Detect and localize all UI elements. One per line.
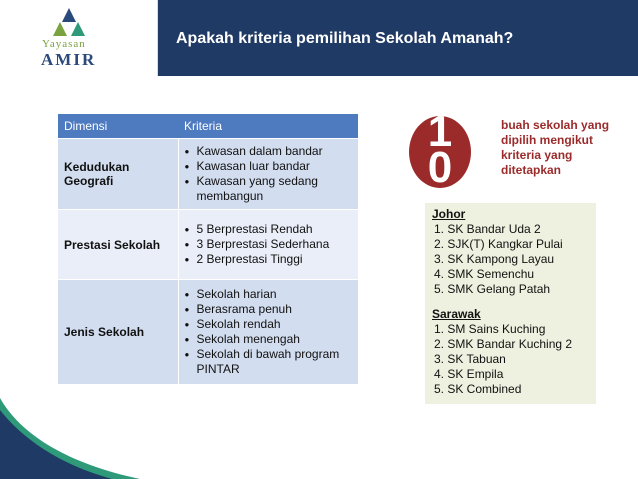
criteria-list <box>185 144 353 204</box>
count-circle <box>409 116 471 188</box>
logo-text-small: Yayasan <box>42 38 86 50</box>
criteria-item: ● Kawasan luar bandar <box>185 159 353 174</box>
criteria-item: ● Sekolah di bawah program PINTAR <box>185 347 353 377</box>
list-item: 2. SMK Bandar Kuching 2 <box>434 337 573 351</box>
criteria-item: ● Kawasan dalam bandar <box>185 144 353 159</box>
criteria-item: ● Kawasan yang sedang membangun <box>185 174 353 204</box>
dimension-cell: Prestasi Sekolah <box>58 210 178 280</box>
callout-text: buah sekolah yang dipilih mengikut kriteria yang ditetapkan <box>501 118 610 177</box>
state-heading-sarawak: Sarawak <box>432 307 481 321</box>
state-heading-johor: Johor <box>432 207 466 221</box>
list-item: 3. SK Tabuan <box>434 352 506 366</box>
criteria-item: ● Berasrama penuh <box>185 302 353 317</box>
list-item: 4. SK Empila <box>434 367 504 381</box>
criteria-item: ● Sekolah rendah <box>185 317 353 332</box>
criteria-item: ● 5 Berprestasi Rendah <box>185 222 353 237</box>
table-header-dimensi: Dimensi <box>58 114 178 139</box>
page-title: Apakah kriteria pemilihan Sekolah Amanah? <box>176 30 514 47</box>
criteria-cell <box>178 280 358 384</box>
list-item: 4. SMK Semenchu <box>434 267 535 281</box>
table-header-kriteria: Kriteria <box>178 114 358 139</box>
logo-text-large: AMIR <box>41 50 97 69</box>
criteria-list <box>185 287 353 377</box>
list-item: 5. SK Combined <box>434 382 522 396</box>
criteria-table <box>58 114 358 384</box>
criteria-cell <box>178 139 358 210</box>
table-row <box>58 139 358 210</box>
decorative-swoosh <box>0 380 140 479</box>
dimension-cell: Kedudukan Geografi <box>58 139 178 210</box>
school-count: 1 0 <box>427 116 453 188</box>
list-item: 1. SM Sains Kuching <box>434 322 546 336</box>
criteria-cell <box>178 210 358 280</box>
table-row <box>58 280 358 384</box>
list-item: 2. SJK(T) Kangkar Pulai <box>434 237 563 251</box>
school-list-johor <box>432 222 589 297</box>
dimension-cell: Jenis Sekolah <box>58 280 178 384</box>
table-row <box>58 210 358 280</box>
criteria-item: ● 3 Berprestasi Sederhana <box>185 237 353 252</box>
list-item: 5. SMK Gelang Patah <box>434 282 551 296</box>
logo-icon <box>52 6 86 38</box>
table-header-row <box>58 114 358 139</box>
criteria-item: ● Sekolah menengah <box>185 332 353 347</box>
criteria-item: ● Sekolah harian <box>185 287 353 302</box>
school-list-box <box>425 203 596 404</box>
school-list-sarawak <box>432 322 589 397</box>
criteria-item: ● 2 Berprestasi Tinggi <box>185 252 353 267</box>
list-item: 3. SK Kampong Layau <box>434 252 555 266</box>
list-item: 1. SK Bandar Uda 2 <box>434 222 541 236</box>
logo <box>0 0 158 76</box>
criteria-list <box>185 222 353 267</box>
